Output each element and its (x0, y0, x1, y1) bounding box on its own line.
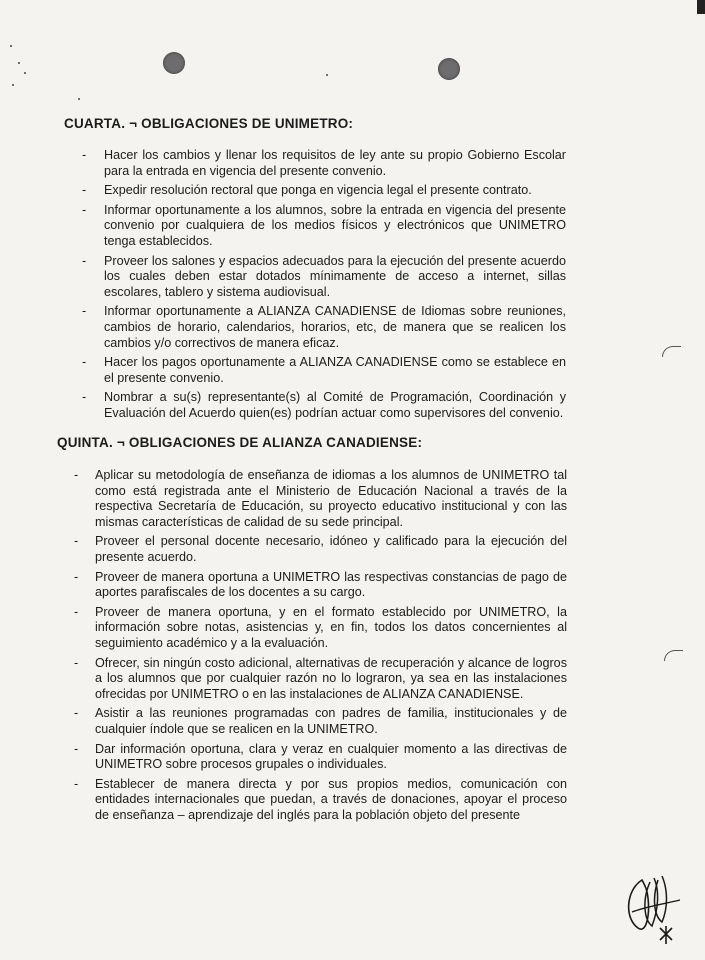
list-item: - Informar oportunamente a los alumnos, sobre la entrada en vigencia del presente convenio por cualquiera de los medios físicos y electrónicos que UNIMETRO tenga establecidos. (82, 202, 566, 248)
scan-speck (78, 98, 80, 100)
bullet-dash: - (82, 183, 87, 198)
bullet-dash: - (74, 706, 79, 721)
section-heading-cuarta: CUARTA. ¬ OBLIGACIONES DE UNIMETRO: (64, 116, 354, 131)
list-item: - Aplicar su metodología de enseñanza de idiomas a los alumnos de UNIMETRO tal como está registrada ante el Ministerio de Educación Nacional a través de la respectiva Secretaría de Educación, su proyecto educativo institucional y con las mismas características de calidad de su sede principal. (74, 468, 567, 529)
list-item: - Hacer los cambios y llenar los requisitos de ley ante su propio Gobierno Escolar para la entrada en vigencia del presente convenio. (82, 148, 566, 178)
list-item: - Proveer los salones y espacios adecuados para la ejecución del presente acuerdo los cuales deben estar dotados mínimamente de acceso a internet, sillas escolares, tablero y sistema audiovisual. (82, 253, 566, 299)
list-item: - Proveer de manera oportuna a UNIMETRO las respectivas constancias de pago de aportes parafiscales de los docentes a su cargo. (74, 569, 567, 600)
bullet-dash: - (74, 468, 79, 482)
list-item: - Hacer los pagos oportunamente a ALIANZA CANADIENSE como se establece en el presente convenio. (82, 355, 566, 385)
bullet-dash: - (74, 569, 79, 584)
bullet-dash: - (82, 148, 87, 162)
obligations-list-alianza (74, 468, 567, 823)
scan-speck (12, 84, 14, 86)
bullet-dash: - (74, 534, 79, 549)
scan-speck (24, 72, 26, 74)
margin-tick-mark (662, 346, 681, 357)
punch-hole-right (438, 58, 460, 80)
list-item: - Dar información oportuna, clara y veraz en cualquier momento a las directivas de UNIMETRO sobre procesos grupales o individuales. (74, 741, 567, 772)
list-item: - Establecer de manera directa y por sus propios medios, comunicación con entidades internacionales que puedan, a través de donaciones, apoyar el proceso de enseñanza – aprendizaje del inglés para la población objeto del presente (74, 776, 567, 822)
list-item: - Proveer de manera oportuna, y en el formato establecido por UNIMETRO, la información sobre notas, asistencias y, en fin, todos los datos concernientes al seguimiento académico y a la evaluación. (74, 604, 567, 650)
scan-speck (10, 45, 12, 47)
margin-tick-mark (664, 650, 683, 661)
list-item: - Informar oportunamente a ALIANZA CANADIENSE de Idiomas sobre reuniones, cambios de horario, calendarios, horarios, etc, de manera que se realicen los cambios y/o correctivos de manera eficaz. (82, 304, 566, 350)
section-heading-quinta: QUINTA. ¬ OBLIGACIONES DE ALIANZA CANADIENSE: (57, 435, 423, 450)
scan-speck (326, 74, 328, 76)
scan-speck (18, 62, 20, 64)
bullet-dash: - (82, 202, 87, 217)
list-item: - Nombrar a su(s) representante(s) al Comité de Programación, Coordinación y Evaluación del Acuerdo quien(es) podrían actuar como supervisores del convenio. (82, 390, 566, 420)
bullet-dash: - (82, 390, 87, 405)
scan-edge-mark (697, 0, 705, 14)
list-item: - Asistir a las reuniones programadas con padres de familia, institucionales y de cualquier índole que se realicen en la UNIMETRO. (74, 706, 567, 736)
handwritten-initials-signature (620, 870, 690, 945)
bullet-dash: - (74, 741, 79, 756)
punch-hole-left (163, 52, 185, 74)
bullet-dash: - (74, 655, 79, 670)
list-item: - Ofrecer, sin ningún costo adicional, alternativas de recuperación y alcance de logros a los alumnos que por cualquier razón no lo lograron, ya sea en las instalaciones ofrecidas por UNIMETRO o en las instalaciones de ALIANZA CANADIENSE. (74, 655, 567, 701)
list-item: - Expedir resolución rectoral que ponga en vigencia legal el presente contrato. (82, 183, 532, 198)
bullet-dash: - (74, 604, 79, 619)
bullet-dash: - (82, 355, 87, 370)
bullet-dash: - (82, 304, 87, 319)
bullet-dash: - (74, 776, 79, 791)
bullet-dash: - (82, 253, 87, 268)
list-item: - Proveer el personal docente necesario, idóneo y calificado para la ejecución del presente acuerdo. (74, 534, 567, 564)
obligations-list-unimetro (82, 148, 566, 422)
